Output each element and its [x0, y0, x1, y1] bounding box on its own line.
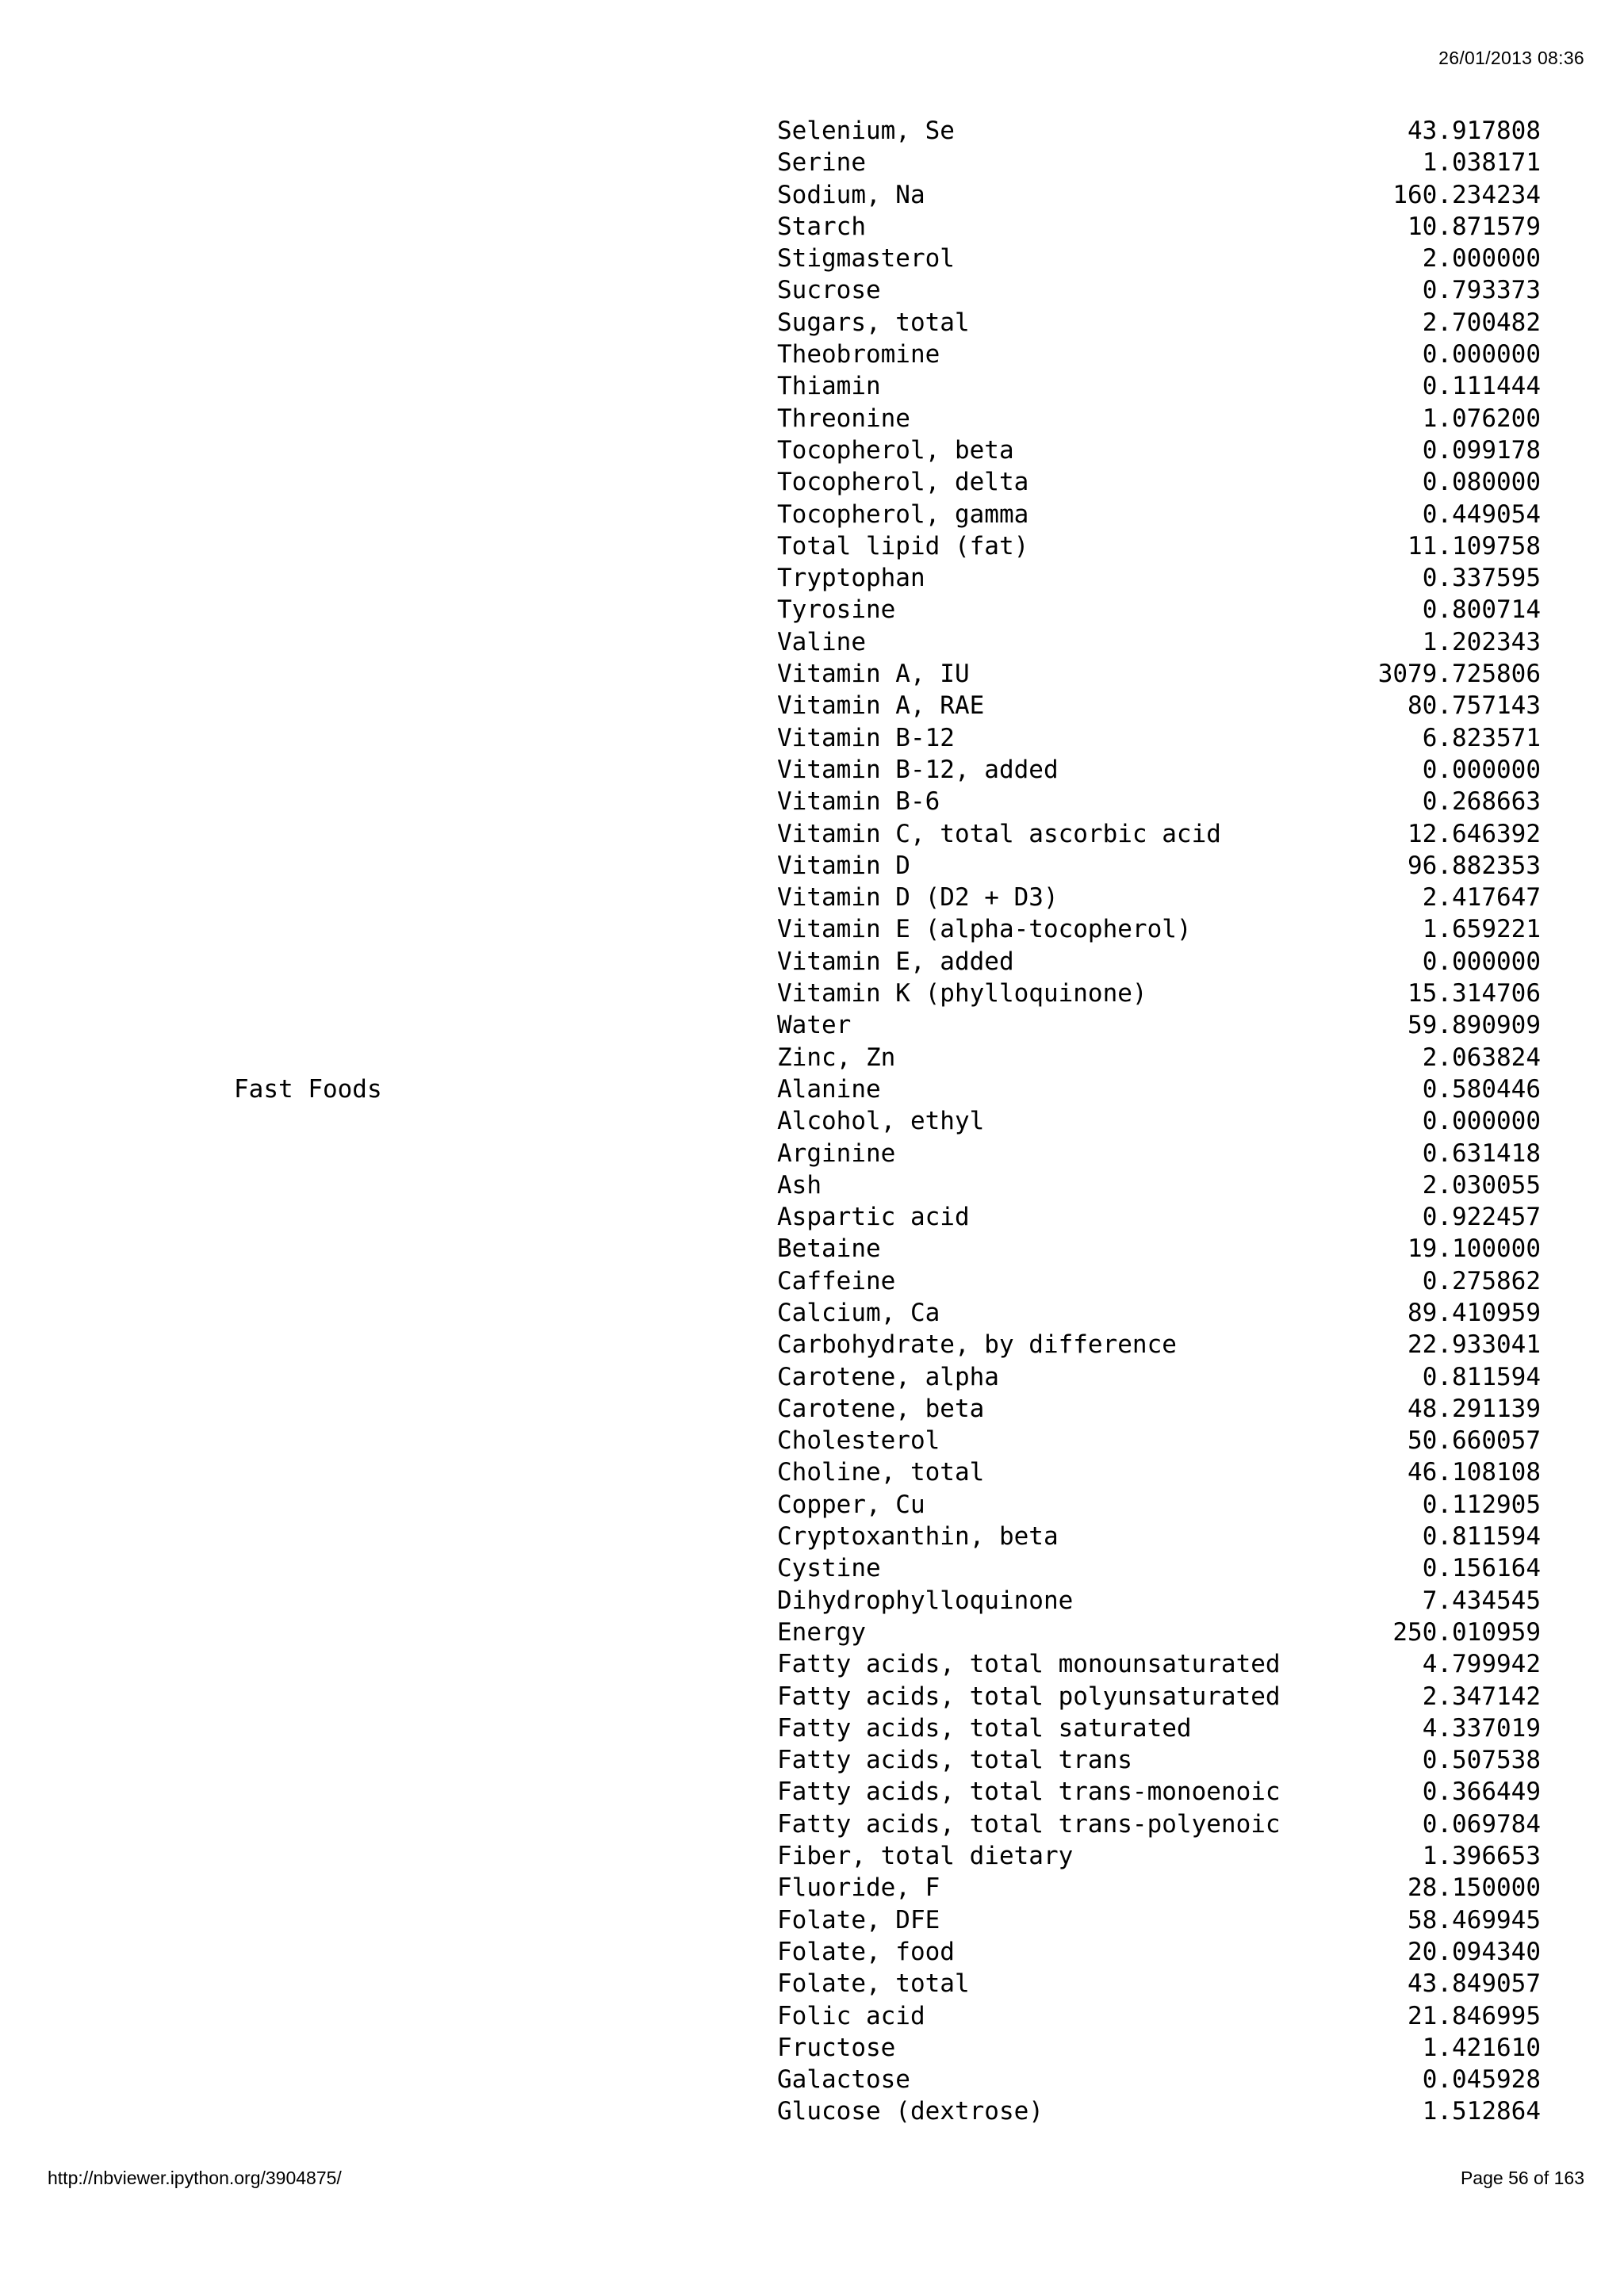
nutrient-value: 0.580446	[1422, 1074, 1541, 1104]
table-row	[0, 978, 1624, 1009]
nutrient-name: Theobromine	[777, 340, 940, 369]
nutrient-value: 0.000000	[1422, 755, 1541, 784]
table-row	[0, 1808, 1624, 1840]
nutrient-name: Vitamin E (alpha-tocopherol)	[777, 915, 1192, 944]
nutrient-value: 7.434545	[1422, 1586, 1541, 1615]
nutrient-name: Carotene, beta	[777, 1394, 985, 1423]
nutrient-name: Arginine	[777, 1138, 896, 1168]
nutrient-name: Ash	[777, 1170, 822, 1200]
table-row	[0, 1968, 1624, 1999]
nutrient-name: Fructose	[777, 2033, 896, 2062]
nutrient-name: Sodium, Na	[777, 180, 925, 209]
nutrient-name: Vitamin E, added	[777, 947, 1014, 976]
table-row	[0, 530, 1624, 562]
table-row	[0, 594, 1624, 626]
nutrient-value: 59.890909	[1408, 1011, 1541, 1040]
table-row	[0, 1201, 1624, 1233]
nutrient-value: 1.396653	[1422, 1842, 1541, 1871]
table-row	[0, 2064, 1624, 2095]
nutrient-name: Choline, total	[777, 1458, 985, 1487]
table-row	[0, 2095, 1624, 2127]
nutrient-name: Dihydrophylloquinone	[777, 1586, 1074, 1615]
nutrient-name: Vitamin K (phylloquinone)	[777, 979, 1147, 1008]
nutrient-name: Serine	[777, 148, 866, 178]
nutrient-name: Fatty acids, total polyunsaturated	[777, 1682, 1281, 1711]
nutrient-value: 2.030055	[1422, 1170, 1541, 1200]
table-row	[0, 658, 1624, 690]
nutrient-value: 80.757143	[1408, 691, 1541, 721]
table-row	[0, 1648, 1624, 1680]
table-row	[0, 179, 1624, 211]
nutrient-name: Sucrose	[777, 276, 881, 305]
table-row	[0, 1009, 1624, 1041]
nutrient-name: Total lipid (fat)	[777, 531, 1029, 561]
nutrient-value: 0.800714	[1422, 595, 1541, 625]
nutrient-value: 19.100000	[1408, 1234, 1541, 1264]
table-row	[0, 850, 1624, 882]
table-row	[0, 1840, 1624, 1872]
nutrient-value: 46.108108	[1408, 1458, 1541, 1487]
table-row	[0, 307, 1624, 339]
table-row	[0, 626, 1624, 658]
nutrient-name: Starch	[777, 212, 866, 241]
nutrient-value: 1.659221	[1422, 915, 1541, 944]
nutrient-name: Betaine	[777, 1234, 881, 1264]
nutrient-value: 0.099178	[1422, 435, 1541, 465]
nutrient-value: 0.366449	[1422, 1777, 1541, 1807]
nutrient-value: 160.234234	[1392, 180, 1541, 209]
nutrient-name: Stigmasterol	[777, 244, 955, 274]
table-row	[0, 1681, 1624, 1712]
table-row	[0, 818, 1624, 850]
nutrient-name: Galactose	[777, 2065, 910, 2095]
nutrient-value: 1.202343	[1422, 627, 1541, 656]
table-row	[0, 339, 1624, 370]
print-timestamp: 26/01/2013 08:36	[1438, 48, 1584, 68]
nutrient-value: 0.507538	[1422, 1746, 1541, 1775]
nutrient-value: 50.660057	[1408, 1426, 1541, 1456]
table-row	[0, 1361, 1624, 1393]
table-row	[0, 1456, 1624, 1488]
table-row	[0, 754, 1624, 786]
nutrient-value: 12.646392	[1408, 819, 1541, 848]
nutrient-name: Tryptophan	[777, 564, 925, 593]
nutrient-name: Tocopherol, beta	[777, 435, 1014, 465]
nutrient-value: 0.045928	[1422, 2065, 1541, 2095]
table-row	[0, 1105, 1624, 1137]
table-row	[0, 499, 1624, 530]
table-row	[0, 147, 1624, 178]
nutrient-name: Carotene, alpha	[777, 1362, 999, 1391]
nutrient-value: 2.063824	[1422, 1043, 1541, 1072]
nutrient-value: 0.000000	[1422, 340, 1541, 369]
table-row	[0, 1169, 1624, 1201]
nutrient-name: Fatty acids, total trans	[777, 1746, 1132, 1775]
table-row	[0, 1042, 1624, 1073]
nutrient-name: Vitamin A, IU	[777, 660, 970, 689]
table-row	[0, 1233, 1624, 1265]
nutrient-value: 1.421610	[1422, 2033, 1541, 2062]
nutrient-value: 2.000000	[1422, 244, 1541, 274]
table-row	[0, 2032, 1624, 2064]
table-row	[0, 2000, 1624, 2032]
nutrient-value: 3079.725806	[1377, 660, 1541, 689]
nutrient-value: 1.076200	[1422, 404, 1541, 433]
nutrient-name: Caffeine	[777, 1266, 896, 1295]
table-row	[0, 1393, 1624, 1425]
nutrient-value: 0.000000	[1422, 1107, 1541, 1136]
nutrient-name: Vitamin B-12	[777, 723, 955, 752]
table-row	[0, 243, 1624, 274]
nutrient-name: Fiber, total dietary	[777, 1842, 1074, 1871]
table-row	[0, 1521, 1624, 1552]
nutrient-value: 6.823571	[1422, 723, 1541, 752]
nutrient-value: 15.314706	[1408, 979, 1541, 1008]
nutrient-value: 0.811594	[1422, 1522, 1541, 1552]
nutrient-value: 0.922457	[1422, 1203, 1541, 1232]
nutrient-name: Vitamin A, RAE	[777, 691, 985, 721]
nutrient-value: 0.000000	[1422, 947, 1541, 976]
table-row	[0, 1585, 1624, 1617]
table-row	[0, 211, 1624, 243]
nutrient-name: Threonine	[777, 404, 910, 433]
nutrient-value: 89.410959	[1408, 1298, 1541, 1327]
nutrient-value: 28.150000	[1408, 1873, 1541, 1903]
nutrient-value: 22.933041	[1408, 1330, 1541, 1360]
table-row	[0, 1744, 1624, 1776]
table-row	[0, 1425, 1624, 1456]
nutrient-value: 48.291139	[1408, 1394, 1541, 1423]
nutrient-table	[0, 115, 1624, 2128]
footer-url: http://nbviewer.ipython.org/3904875/	[48, 2168, 342, 2188]
table-row	[0, 882, 1624, 913]
nutrient-value: 20.094340	[1408, 1937, 1541, 1966]
nutrient-name: Copper, Cu	[777, 1490, 925, 1519]
nutrient-name: Fatty acids, total saturated	[777, 1713, 1192, 1743]
table-row	[0, 1329, 1624, 1360]
nutrient-value: 4.799942	[1422, 1650, 1541, 1679]
nutrient-name: Calcium, Ca	[777, 1298, 940, 1327]
nutrient-name: Zinc, Zn	[777, 1043, 896, 1072]
nutrient-name: Tocopherol, delta	[777, 468, 1029, 497]
nutrient-name: Cryptoxanthin, beta	[777, 1522, 1059, 1552]
table-row	[0, 1265, 1624, 1297]
nutrient-name: Tyrosine	[777, 595, 896, 625]
nutrient-value: 2.417647	[1422, 883, 1541, 913]
food-group-label: Fast Foods	[234, 1074, 382, 1104]
nutrient-name: Vitamin D	[777, 851, 910, 880]
nutrient-name: Valine	[777, 627, 866, 656]
table-row	[0, 1138, 1624, 1169]
nutrient-value: 0.275862	[1422, 1266, 1541, 1295]
nutrient-value: 0.268663	[1422, 787, 1541, 817]
table-row	[0, 466, 1624, 498]
table-row	[0, 1712, 1624, 1744]
table-row	[0, 1936, 1624, 1968]
nutrient-name: Sugars, total	[777, 308, 970, 337]
nutrient-value: 1.512864	[1422, 2097, 1541, 2126]
nutrient-value: 10.871579	[1408, 212, 1541, 241]
table-row	[0, 562, 1624, 594]
table-row	[0, 1904, 1624, 1936]
nutrient-value: 96.882353	[1408, 851, 1541, 880]
nutrient-value: 250.010959	[1392, 1617, 1541, 1647]
nutrient-value: 0.080000	[1422, 468, 1541, 497]
table-row	[0, 786, 1624, 817]
table-row	[0, 115, 1624, 147]
nutrient-value: 4.337019	[1422, 1713, 1541, 1743]
table-row	[0, 722, 1624, 754]
table-row	[0, 403, 1624, 434]
nutrient-name: Fatty acids, total monounsaturated	[777, 1650, 1281, 1679]
table-row	[0, 1872, 1624, 1904]
table-row	[0, 946, 1624, 978]
nutrient-value: 2.700482	[1422, 308, 1541, 337]
nutrient-name: Folate, food	[777, 1937, 955, 1966]
nutrient-name: Fatty acids, total trans-monoenoic	[777, 1777, 1281, 1807]
table-row	[0, 370, 1624, 402]
table-row	[0, 1297, 1624, 1329]
nutrient-name: Fatty acids, total trans-polyenoic	[777, 1809, 1281, 1839]
nutrient-name: Vitamin B-6	[777, 787, 940, 817]
nutrient-value: 0.811594	[1422, 1362, 1541, 1391]
nutrient-name: Glucose (dextrose)	[777, 2097, 1044, 2126]
nutrient-name: Fluoride, F	[777, 1873, 940, 1903]
nutrient-value: 0.112905	[1422, 1490, 1541, 1519]
nutrient-name: Vitamin D (D2 + D3)	[777, 883, 1059, 913]
nutrient-name: Alanine	[777, 1074, 881, 1104]
table-row	[0, 1489, 1624, 1521]
nutrient-value: 0.449054	[1422, 499, 1541, 529]
nutrient-name: Vitamin B-12, added	[777, 755, 1059, 784]
nutrient-name: Folic acid	[777, 2001, 925, 2030]
nutrient-value: 43.917808	[1408, 117, 1541, 145]
table-row	[0, 1617, 1624, 1648]
table-row	[0, 434, 1624, 466]
nutrient-name: Cystine	[777, 1554, 881, 1583]
nutrient-name: Folate, total	[777, 1969, 970, 1999]
table-row	[0, 690, 1624, 721]
nutrient-name: Carbohydrate, by difference	[777, 1330, 1177, 1360]
table-row	[0, 274, 1624, 306]
nutrient-value: 0.156164	[1422, 1554, 1541, 1583]
nutrient-name: Water	[777, 1011, 852, 1040]
page-number: Page 56 of 163	[1460, 2168, 1584, 2188]
nutrient-name: Alcohol, ethyl	[777, 1107, 985, 1136]
nutrient-name: Tocopherol, gamma	[777, 499, 1029, 529]
table-row	[0, 1552, 1624, 1584]
nutrient-value: 2.347142	[1422, 1682, 1541, 1711]
nutrient-value: 0.111444	[1422, 372, 1541, 401]
table-row	[0, 1776, 1624, 1808]
nutrient-name: Energy	[777, 1617, 866, 1647]
table-row	[0, 913, 1624, 945]
nutrient-value: 11.109758	[1408, 531, 1541, 561]
nutrient-name: Folate, DFE	[777, 1905, 940, 1934]
nutrient-name: Thiamin	[777, 372, 881, 401]
nutrient-name: Selenium, Se	[777, 117, 955, 145]
nutrient-value: 0.337595	[1422, 564, 1541, 593]
nutrient-name: Vitamin C, total ascorbic acid	[777, 819, 1221, 848]
nutrient-value: 0.793373	[1422, 276, 1541, 305]
nutrient-value: 1.038171	[1422, 148, 1541, 178]
nutrient-name: Cholesterol	[777, 1426, 940, 1456]
nutrient-value: 21.846995	[1408, 2001, 1541, 2030]
nutrient-value: 0.069784	[1422, 1809, 1541, 1839]
nutrient-value: 0.631418	[1422, 1138, 1541, 1168]
nutrient-value: 43.849057	[1408, 1969, 1541, 1999]
nutrient-name: Aspartic acid	[777, 1203, 970, 1232]
table-row	[0, 1073, 1624, 1105]
nutrient-value: 58.469945	[1408, 1905, 1541, 1934]
